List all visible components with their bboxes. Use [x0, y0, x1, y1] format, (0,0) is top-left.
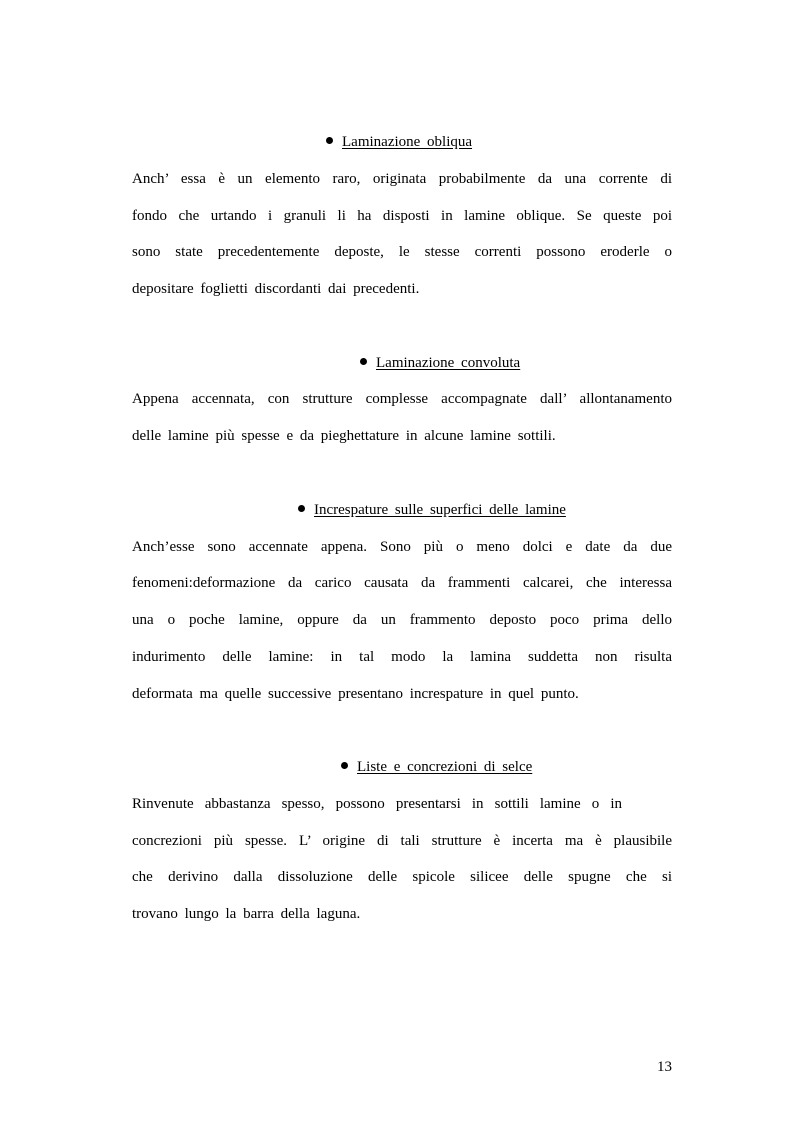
- paragraph-line: Anch’esse sono accennate appena. Sono più o meno dolci e date da due: [132, 539, 672, 555]
- paragraph-line: Rinvenute abbastanza spesso, possono presentarsi in sottili lamine o in: [132, 796, 622, 812]
- paragraph-line: sono state precedentemente deposte, le stesse correnti possono eroderle o: [132, 244, 672, 260]
- paragraph-line: fenomeni:deformazione da carico causata da frammenti calcarei, che interessa: [132, 575, 672, 591]
- heading-text: Liste e concrezioni di selce: [357, 759, 533, 775]
- heading-text: Laminazione obliqua: [342, 134, 473, 150]
- paragraph-line: trovano lungo la barra della laguna.: [132, 906, 361, 922]
- bullet-icon: [298, 505, 305, 512]
- bullet-icon: [360, 358, 367, 365]
- bullet-icon: [341, 762, 348, 769]
- paragraph-line: depositare foglietti discordanti dai precedenti.: [132, 281, 420, 297]
- bullet-icon: [326, 137, 333, 144]
- heading-text: Laminazione convoluta: [376, 355, 521, 371]
- section-heading-laminazione-obliqua: [326, 133, 472, 151]
- section-heading-laminazione-convoluta: [360, 354, 520, 372]
- paragraph-line: fondo che urtando i granuli li ha disposti in lamine oblique. Se queste poi: [132, 208, 672, 224]
- page-number: 13: [657, 1059, 672, 1075]
- paragraph-line: che derivino dalla dissoluzione delle spicole silicee delle spugne che si: [132, 869, 672, 885]
- section-heading-liste-concrezioni: [341, 758, 532, 776]
- paragraph-line: una o poche lamine, oppure da un frammento deposto poco prima dello: [132, 612, 672, 628]
- paragraph-line: Appena accennata, con strutture complesse accompagnate dall’ allontanamento: [132, 391, 672, 407]
- section-heading-increspature: [298, 501, 566, 519]
- paragraph-line: indurimento delle lamine: in tal modo la lamina suddetta non risulta: [132, 649, 672, 665]
- paragraph-line: Anch’ essa è un elemento raro, originata probabilmente da una corrente di: [132, 171, 672, 187]
- heading-text: Increspature sulle superfici delle lamine: [314, 502, 566, 518]
- paragraph-line: delle lamine più spesse e da pieghettature in alcune lamine sottili.: [132, 428, 556, 444]
- paragraph-line: deformata ma quelle successive presentano increspature in quel punto.: [132, 686, 579, 702]
- paragraph-line: concrezioni più spesse. L’ origine di tali strutture è incerta ma è plausibile: [132, 833, 672, 849]
